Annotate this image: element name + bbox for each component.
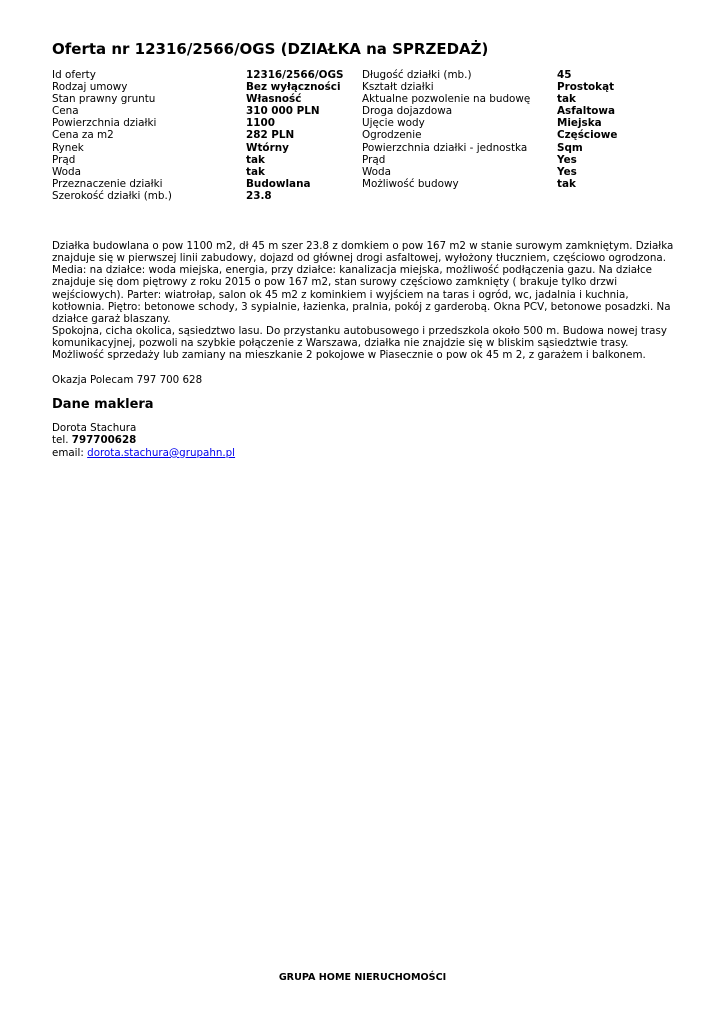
detail-value: Częściowe xyxy=(557,129,618,142)
detail-value: tak xyxy=(246,153,265,166)
broker-phone: 797700628 xyxy=(71,434,137,447)
detail-value: Yes xyxy=(557,165,577,178)
detail-value: Wtórny xyxy=(246,141,289,154)
page-title: Oferta nr 12316/2566/OGS (DZIAŁKA na SPRZEDAŻ) xyxy=(52,40,489,58)
detail-value: Prostokąt xyxy=(557,81,615,94)
detail-label: Powierzchnia działki - jednostka xyxy=(362,141,528,154)
footer-company: GRUPA HOME NIERUCHOMOŚCI xyxy=(278,972,447,983)
detail-label: Rynek xyxy=(52,141,84,154)
detail-label: Prąd xyxy=(52,153,76,166)
detail-label: Kształt działki xyxy=(362,81,434,94)
detail-value: 23.8 xyxy=(246,189,272,202)
details-row xyxy=(52,154,677,166)
detail-label: Rodzaj umowy xyxy=(52,81,128,94)
detail-value: 310 000 PLN xyxy=(246,105,320,118)
swap-note: Możliwość sprzedaży lub zamiany na mieszkanie 2 pokojowe w Piasecznie o pow ok 45 m 2, z garażem i balkonem. xyxy=(52,349,646,361)
phone-label: tel. xyxy=(52,434,69,447)
description-paragraph: Spokojna, cicha okolica, sąsiedztwo lasu. Do przystanku autobusowego i przedszkola około 500 m. Budowa nowej trasy komunikacyjnej, pozwoli na szybkie połączenie z Warszawa, działka nie znajdzie się w bliskim sąsiedztwie trasy. xyxy=(52,325,667,350)
okazja-note: Okazja Polecam 797 700 628 xyxy=(52,374,203,386)
detail-label: Ogrodzenie xyxy=(362,129,422,142)
detail-label: Woda xyxy=(362,165,391,178)
detail-value: 45 xyxy=(557,69,572,81)
detail-label: Cena xyxy=(52,105,79,118)
offer-description xyxy=(52,240,677,349)
detail-value: tak xyxy=(557,177,576,190)
detail-label: Woda xyxy=(52,165,81,178)
detail-label: Ujęcie wody xyxy=(362,117,425,130)
details-row xyxy=(52,129,677,141)
detail-label: Długość działki (mb.) xyxy=(362,69,472,81)
detail-label: Szerokość działki (mb.) xyxy=(52,189,172,202)
detail-label: Aktualne pozwolenie na budowę xyxy=(362,93,531,106)
detail-value: 282 PLN xyxy=(246,129,295,142)
detail-value: tak xyxy=(557,93,576,106)
details-row xyxy=(52,166,677,178)
detail-label: Cena za m2 xyxy=(52,129,114,142)
detail-value: Sqm xyxy=(557,141,583,154)
broker-phone-line xyxy=(52,434,235,446)
details-row xyxy=(52,81,677,93)
broker-heading: Dane maklera xyxy=(52,397,154,412)
detail-value: 12316/2566/OGS xyxy=(246,69,344,81)
detail-value: Asfaltowa xyxy=(557,105,616,118)
detail-label: Przeznaczenie działki xyxy=(52,177,163,190)
detail-label: Możliwość budowy xyxy=(362,177,459,190)
detail-value: Bez wyłączności xyxy=(246,81,341,94)
email-label: email: xyxy=(52,446,84,459)
details-row xyxy=(52,105,677,117)
detail-value: Miejska xyxy=(557,117,602,130)
details-row xyxy=(52,190,677,202)
details-row xyxy=(52,117,677,129)
detail-label: Prąd xyxy=(362,153,386,166)
broker-email-link[interactable]: dorota.stachura@grupahn.pl xyxy=(87,446,236,459)
detail-value: 1100 xyxy=(246,117,275,130)
details-row xyxy=(52,93,677,105)
details-row xyxy=(52,69,677,81)
detail-value: Własność xyxy=(246,93,302,106)
detail-label: Id oferty xyxy=(52,69,96,81)
description-paragraph: Działka budowlana o pow 1100 m2, dł 45 m szer 23.8 z domkiem o pow 167 m2 w stanie surowym zamkniętym. Działka znajduje się w pierwszej linii zabudowy, dojazd od głównej drogi asfaltowej, wyłożony tłuczniem, częściowo ogrodzona. Media: na działce: woda miejska, energia, przy działce: kanalizacja miejska, możliwość podłączenia gazu. Na działce znajduje się dom piętrowy z roku 2015 o pow 167 m2, stan surowy częściowo zamknięty ( brakuje tylko drzwi wejściowych). Parter: wiatrołap, salon ok 45 m2 z kominkiem i wyjściem na taras i ogród, wc, jadalnia i kuchnia, kotłownia. Piętro: betonowe schody, 3 sypialnie, łazienka, pralnia, pokój z garderobą. Okna PCV, betonowe posadzki. Na działce garaż blaszany. xyxy=(52,240,674,325)
broker-email-line xyxy=(52,447,235,459)
details-row xyxy=(52,178,677,190)
broker-info xyxy=(52,422,235,459)
detail-label: Stan prawny gruntu xyxy=(52,93,156,106)
detail-value: tak xyxy=(246,165,265,178)
offer-details-table xyxy=(52,69,677,202)
detail-value: Budowlana xyxy=(246,177,311,190)
details-row xyxy=(52,142,677,154)
detail-value: Yes xyxy=(557,153,577,166)
detail-label: Powierzchnia działki xyxy=(52,117,157,130)
detail-label: Droga dojazdowa xyxy=(362,105,453,118)
broker-name: Dorota Stachura xyxy=(52,422,137,434)
